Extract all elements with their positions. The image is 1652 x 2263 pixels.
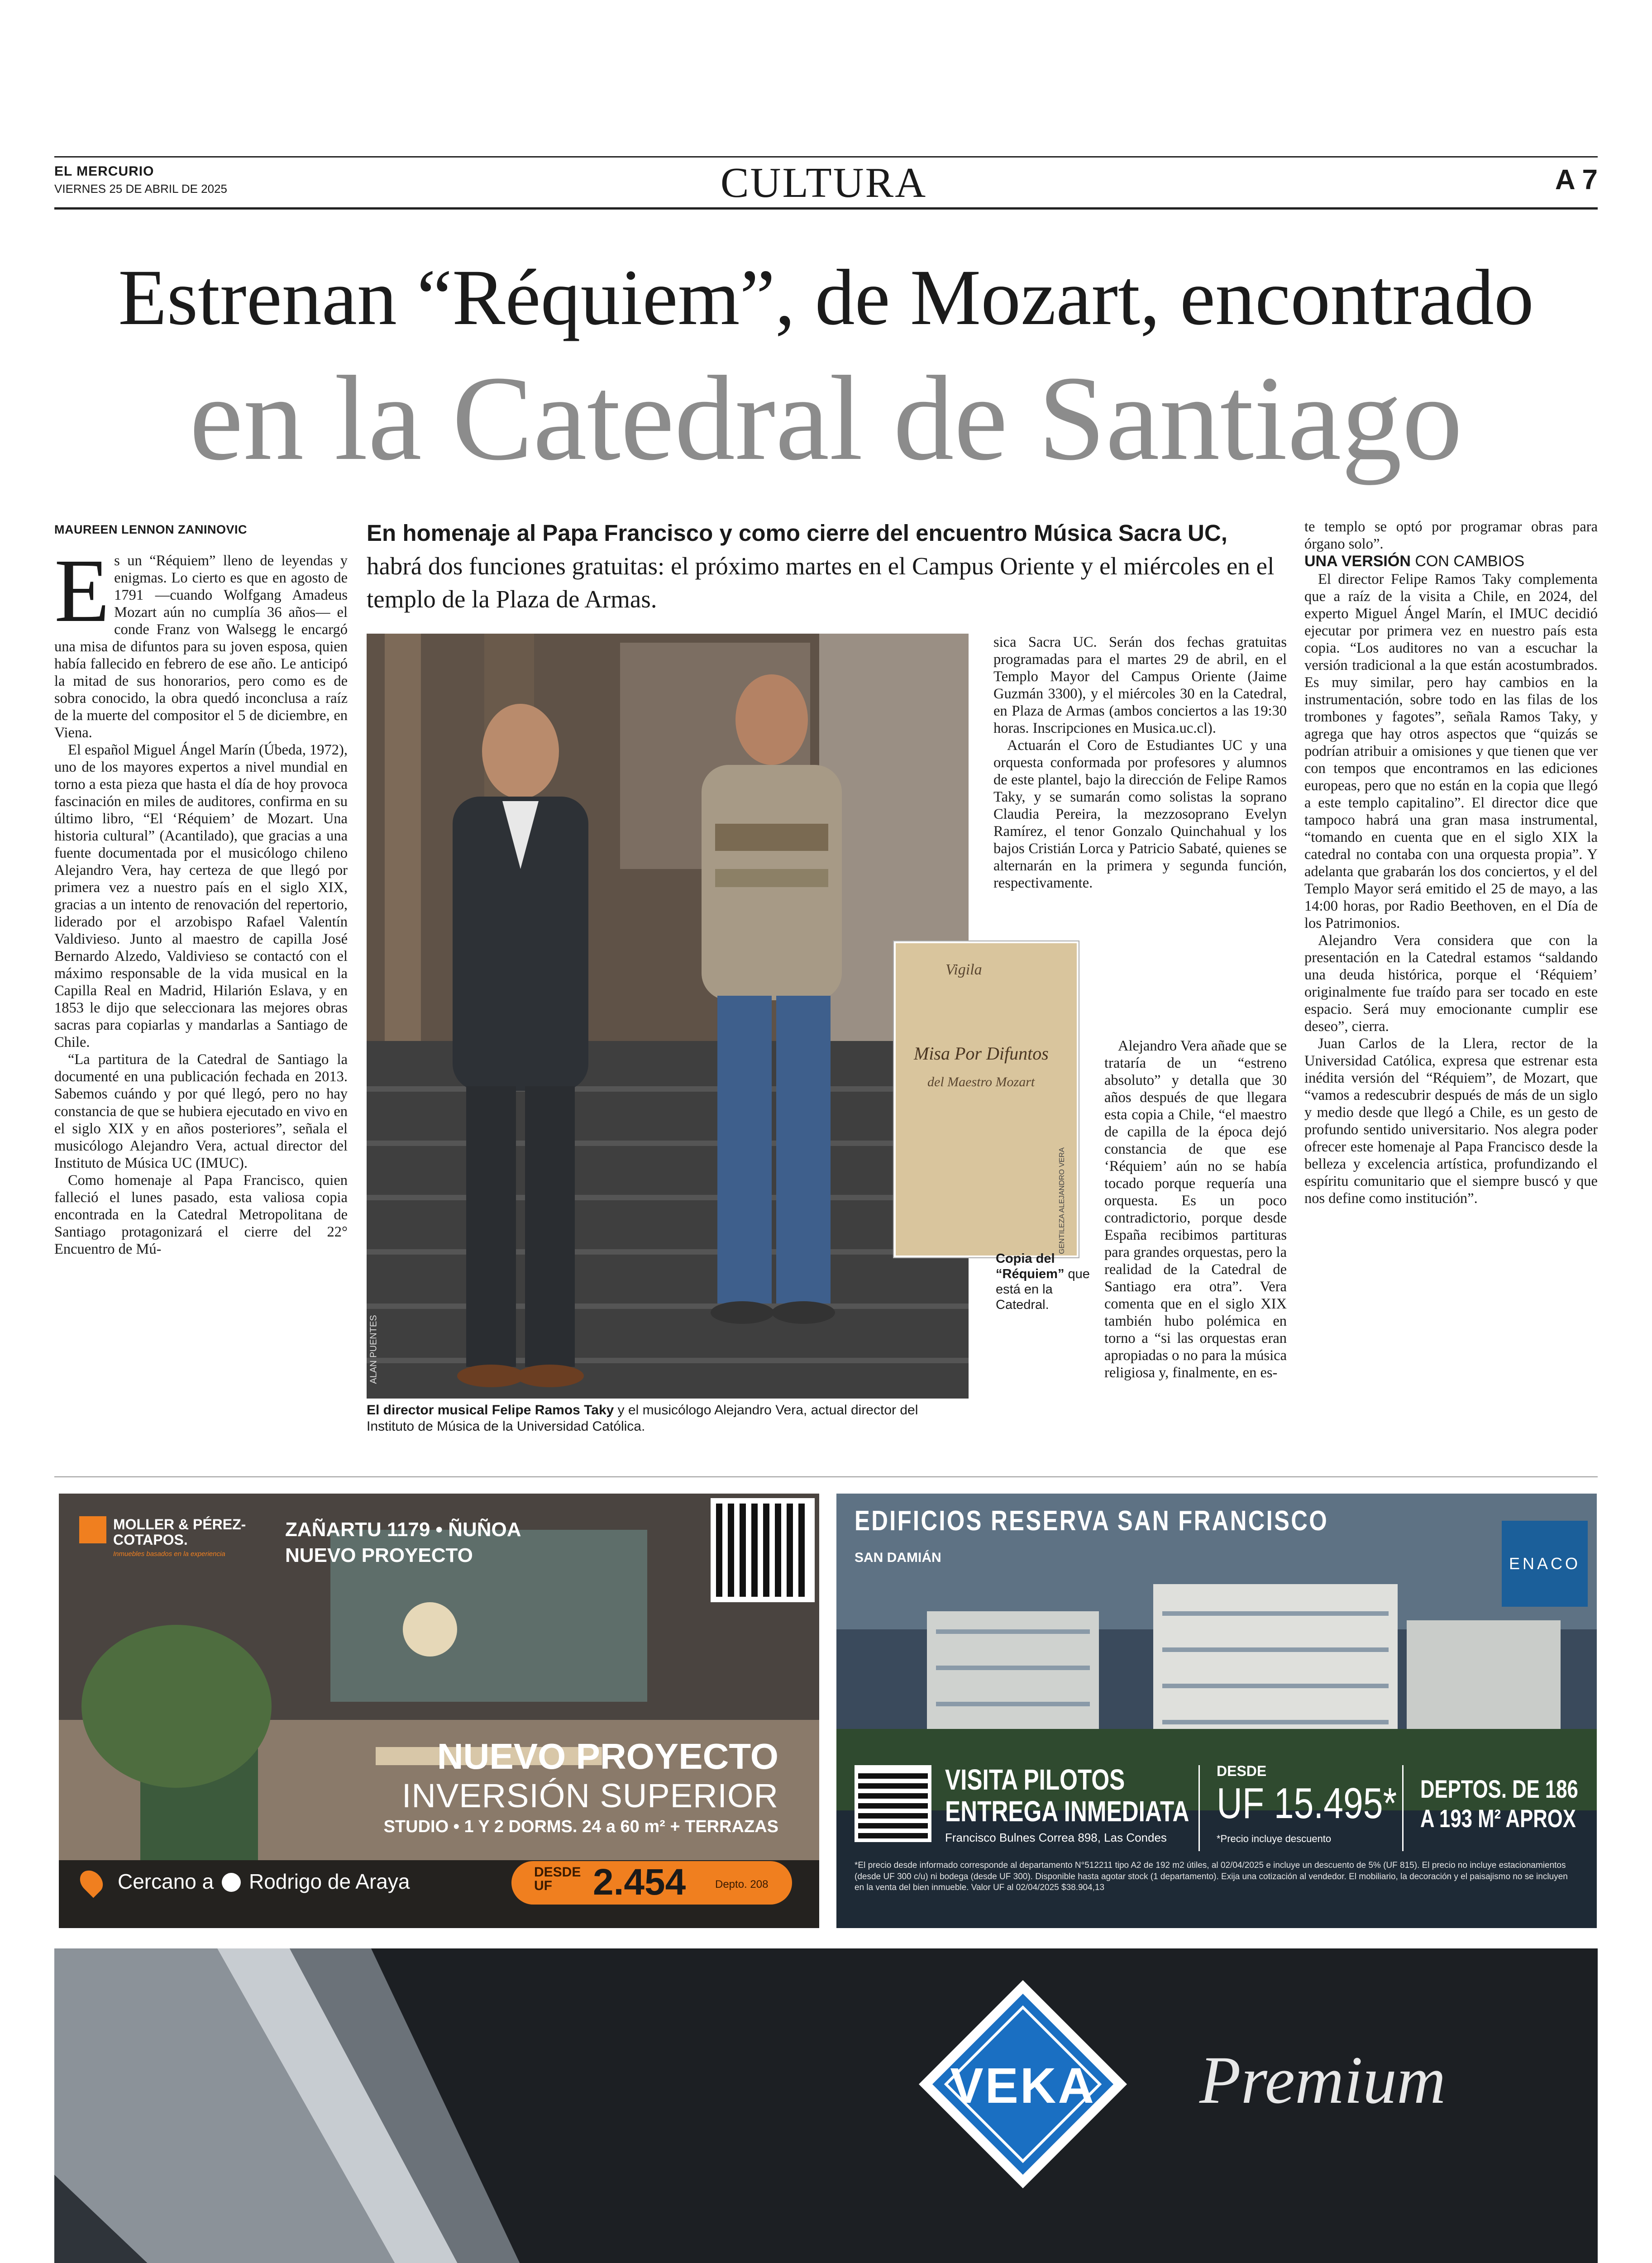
lead-rest: habrá dos funciones gratuitas: el próximo martes en el Campus Oriente y el miércoles en el templo de la Plaza de Armas. — [367, 552, 1275, 613]
headline-line-2: en la Catedral de Santiago — [189, 351, 1463, 485]
reserva-deptos-2: A 193 M² APROX — [1420, 1804, 1576, 1833]
ad-veka[interactable] — [54, 1948, 1598, 2263]
moller-new-project: NUEVO PROYECTO — [285, 1544, 473, 1566]
caption-rest: y el musicólogo Alejandro Vera, actual director del Instituto de Música de la Universidad Católica. — [367, 1403, 918, 1434]
paper-name: EL MERCURIO — [54, 164, 154, 179]
moller-qr[interactable] — [711, 1498, 815, 1602]
subhead — [1304, 553, 1598, 571]
col1-paragraph-1: s un “Réquiem” lleno de leyendas y enigmas. Lo cierto es que en agosto de 1791 —cuando Wolfgang Amadeus Mozart aún no cumplía 36 años— el conde Franz von Walsegg le encargó una misa de difuntos para su joven esposa, quien había fallecido en febrero de ese año. Le anticipó la mitad de sus honorarios, pero como es de sobra conocido, la obra quedó inconclusa a raíz de la muerte del compositor el 5 de diciembre, en Viena. — [54, 553, 348, 741]
reserva-visita: VISITA PILOTOS — [945, 1763, 1125, 1796]
reserva-divider-1 — [1198, 1765, 1200, 1851]
moller-logo-box — [79, 1516, 106, 1543]
moller-price: 2.454 — [593, 1862, 686, 1903]
moller-price-label: DESDE UF — [534, 1865, 581, 1893]
ad-reserva[interactable] — [836, 1494, 1597, 1928]
col4-paragraph-1: te templo se optó por programar obras para órgano solo”. — [1304, 519, 1598, 553]
article-column-1 — [54, 541, 348, 1258]
moller-depto: Depto. 208 — [715, 1878, 769, 1891]
inset-credit: GENTILEZA ALEJANDRO VERA — [1058, 1147, 1066, 1254]
subhead-bold: UNA VERSIÓN — [1304, 553, 1411, 570]
header-rule — [54, 207, 1598, 210]
lead-bold: En homenaje al Papa Francisco y como cierre del encuentro Música Sacra UC, — [367, 520, 1227, 546]
moller-specs: STUDIO • 1 Y 2 DORMS. 24 a 60 m² + TERRAZAS — [383, 1817, 778, 1836]
article-lead — [367, 516, 1285, 616]
moller-brand-tag: Inmuebles basados en la experiencia — [113, 1550, 225, 1558]
main-photo-illustration — [367, 634, 969, 1399]
col1-paragraph-3: “La partitura de la Catedral de Santiago la documenté en una publicación fechada en 2013. Sabemos cuándo y por qué llegó, pero no hay constancia de que se hubiera ejecutado en vivo en el siglo XIX y en años posteriores”, señala el musicólogo Alejandro Vera, actual director del Instituto de Música UC (IMUC). — [54, 1051, 348, 1171]
moller-title: NUEVO PROYECTO — [437, 1736, 778, 1776]
manuscript-line-3: del Maestro Mozart — [927, 1074, 1035, 1089]
moller-address: ZAÑARTU 1179 • ÑUÑOA — [285, 1518, 521, 1541]
dropcap: E — [54, 541, 110, 641]
reserva-deptos-1: DEPTOS. DE 186 — [1420, 1775, 1578, 1803]
reserva-divider-2 — [1402, 1765, 1404, 1851]
top-rule — [54, 156, 1598, 158]
moller-brand: MOLLER & PÉREZ-COTAPOS. — [113, 1516, 246, 1548]
headline-line-1: Estrenan “Réquiem”, de Mozart, encontrado — [118, 253, 1534, 342]
col3-paragraph-1: sica Sacra UC. Serán dos fechas gratuitas programadas para el martes 29 de abril, en el Templo Mayor del Campus Oriente (Jaime Guzmán 3300), y el miércoles 30 en la Catedral, en Plaza de Armas (ambos conciertos a las 19:30 horas. Inscripciones en Musica.uc.cl). — [993, 634, 1287, 737]
inset-caption-bold: Copia del “Réquiem” — [996, 1251, 1065, 1281]
col4-paragraph-3: Alejandro Vera considera que con la presentación en la Catedral estamos “saldando una deuda histórica, porque el ‘Réquiem’ originalmente fue traído para ser tocado en este espacio. Será muy emocionante cumplir ese deseo”, cierra. — [1304, 932, 1598, 1035]
paper-date: VIERNES 25 DE ABRIL DE 2025 — [54, 182, 228, 196]
col3-paragraph-3: Alejandro Vera añade que se trataría de un “estreno absoluto” y detalla que 30 años después de que llegara esta copia a Chile, “el maestro de capilla de la época dejó constancia de que ese ‘Réquiem’ aún no se había tocado porque requería una orquesta. Es un poco contradictorio, porque desde España recibimos partituras para grandes orquestas, pero la realidad de la Catedral de Santiago era otra”. Vera comenta que en el siglo XIX también hubo polémica en torno a “si las orquestas eran apropiadas o no para la música religiosa y, finalmente, en es- — [1104, 1038, 1287, 1381]
photo-caption — [367, 1402, 969, 1435]
article-bottom-rule — [54, 1476, 1598, 1477]
col4-paragraph-4: Juan Carlos de la Llera, rector de la Universidad Católica, expresa que estrenar esta inédita versión del “Réquiem”, de Mozart, que “vamos a redescubrir después de más de un siglo y medio desde que llegó a Chile, es un gesto de profundo sentido universitario. Nos alegra poder ofrecer este homenaje al Papa Francisco desde la belleza y excelencia artística, profundizando el espíritu comunitario que el siempre buscó y que nos define como institución”. — [1304, 1036, 1598, 1207]
inset-caption-rest: que está en la Catedral. — [996, 1266, 1090, 1312]
col1-paragraph-2: El español Miguel Ángel Marín (Úbeda, 1972), uno de los mayores expertos a nivel mundial en torno a esta pieza que hasta el día de hoy provoca fascinación en miles de auditores, confirma en su último libro, “El ‘Réquiem’ de Mozart. Una historia cultural” (Acantilado), que gracias a una fuente documentada por el musicólogo chileno Alejandro Vera, hay certeza de que llegó por primera vez a nuestro país en el siglo XIX, gracias a un intento de renovación del repertorio, liderado por el arzobispo Rafael Valentín Valdivieso. Junto al maestro de capilla José Bernardo Alzedo, Valdivieso se contactó con el máximo responsable de la vida musical en la Capilla Real en Madrid, Hilarión Eslava, y en 1853 le dijo que seleccionara las mejores obras sacras para copiarlas y mandarlas a Santiago de Chile. — [54, 742, 348, 1051]
section-title: CULTURA — [720, 159, 927, 206]
col3-paragraph-2: Actuarán el Coro de Estudiantes UC y una orquesta conformada por profesores y alumnos de este plantel, bajo la dirección de Felipe Ramos Taky, y se sumarán como solistas la soprano Claudia Pereira, la mezzosoprano Evelyn Ramírez, el tenor Gonzalo Quinchahual y los bajos Cristián Lorca y Patricio Sabaté, quienes se alternarán en la primera y segunda función, respectivamente. — [993, 737, 1287, 892]
moller-subtitle: INVERSIÓN SUPERIOR — [401, 1777, 778, 1814]
ad-moller[interactable] — [59, 1494, 819, 1928]
window-profile-illustration — [54, 1948, 824, 2263]
reserva-title: EDIFICIOS RESERVA SAN FRANCISCO — [855, 1505, 1329, 1537]
reserva-disclaimer: *El precio desde informado corresponde al departamento N°512211 tipo A2 de 192 m2 útiles, al 02/04/2025 e incluye un descuento de 5% (UF 815). El precio no incluye estacionamientos (desde UF 300 c/u) ni bodega (desde UF 300). Disponible hasta agotar stock (1 departamento). Exija una cotización al vendedor. El mobiliario, la decoración y el paisajismo no se incluyen en la venta del bien inmueble. Valor UF al 02/04/2025 $38.904,13 — [855, 1861, 1568, 1893]
reserva-desde: DESDE — [1217, 1763, 1267, 1779]
page-number: A 7 — [1555, 164, 1598, 196]
veka-logo-text: VEKA — [950, 2058, 1096, 2114]
reserva-address: Francisco Bulnes Correa 898, Las Condes — [945, 1831, 1167, 1844]
photo-credit: ALAN PUENTES — [368, 1315, 379, 1384]
main-photo — [367, 634, 969, 1399]
veka-premium: Premium — [1199, 2043, 1446, 2118]
inset-caption — [996, 1251, 1091, 1313]
manuscript-line-1: Vigila — [945, 961, 982, 978]
metro-icon — [222, 1873, 241, 1892]
byline: MAUREEN LENNON ZANINOVIC — [54, 523, 248, 536]
reserva-qr[interactable] — [855, 1765, 931, 1842]
moller-metro: Rodrigo de Araya — [249, 1870, 410, 1893]
reserva-subtitle: SAN DAMIÁN — [855, 1550, 941, 1565]
manuscript-photo — [894, 941, 1079, 1257]
reserva-price: UF 15.495* — [1217, 1779, 1397, 1828]
article-column-3 — [993, 634, 1287, 892]
subhead-rest: CON CAMBIOS — [1410, 553, 1525, 570]
col1-paragraph-4: Como homenaje al Papa Francisco, quien falleció el lunes pasado, esta valiosa copia encontrada en la Catedral Metropolitana de Santiago protagonizará el cierre del 22° Encuentro de Mú- — [54, 1172, 348, 1257]
reserva-entrega: ENTREGA INMEDIATA — [945, 1795, 1189, 1828]
article-column-4 — [1304, 518, 1598, 1207]
caption-bold: El director musical Felipe Ramos Taky — [367, 1403, 614, 1418]
enaco-logo: ENACO — [1502, 1521, 1588, 1607]
manuscript-line-2: Misa Por Difuntos — [914, 1043, 1049, 1064]
col4-paragraph-2: El director Felipe Ramos Taky complementa que a raíz de la visita a Chile, en 2024, del experto Miguel Ángel Marín, el IMUC decidió ejecutar por primera vez en nuestro país esta copia. “Los auditores no van a escuchar la versión tradicional a la que están acostumbrados. Es muy similar, pero hay cambios en la instrumentación, sobre todo en las filas de los trombones y fagotes”, señala Ramos Taky, y agrega que hay otros aspectos que “quizás se podrían atribuir a omisiones y que tienen que ver con tempos que encontramos en las ediciones europeas, pero que no están en la copia que llegó a este templo capitalino”. El director dice que tampoco habrá una gran masa instrumental, “tomando en cuenta que en el siglo XIX la catedral no contaba con una orquesta propia”. Y adelanta que grabarán los dos conciertos, y el del Templo Mayor será emitido el 25 de mayo, a las 14:00 horas, por Radio Beethoven, en el Día de los Patrimonios. — [1304, 571, 1598, 932]
article-column-3b — [1104, 1037, 1287, 1381]
moller-near: Cercano a — [118, 1870, 214, 1893]
reserva-iva: *Precio incluye descuento — [1217, 1833, 1332, 1844]
